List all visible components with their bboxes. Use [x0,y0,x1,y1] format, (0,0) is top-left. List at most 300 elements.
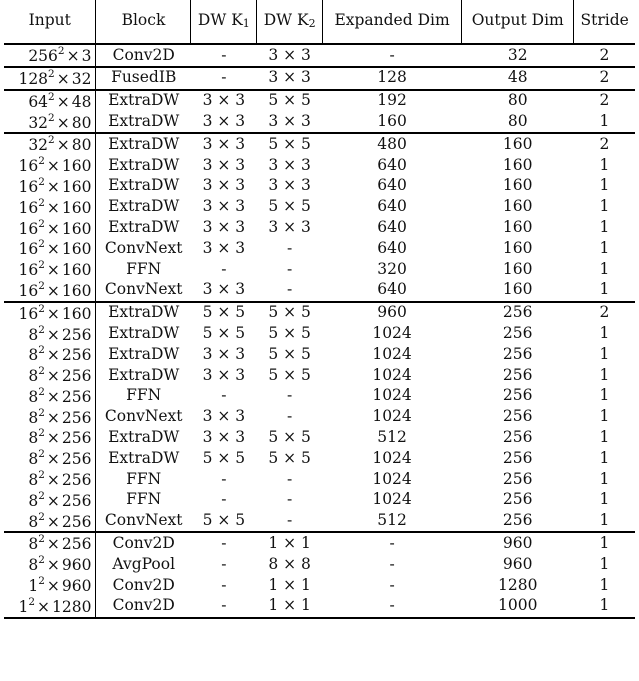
input-cell [4,217,96,238]
times-symbol: × [46,261,60,280]
block-cell: Conv2D [96,532,191,554]
block-cell: Conv2D [112,575,175,594]
times-symbol: × [46,512,60,531]
input-resolution-exponent: 2 [38,279,45,292]
input-cell [4,238,96,259]
dw-k2-cell: 8 × 8 [268,554,311,573]
input-channels: 1280 [52,597,92,616]
expanded-dim-cell: - [389,596,395,615]
dw-k2-cell: - [287,386,293,405]
input-cell [4,155,96,176]
times-symbol: × [56,113,70,132]
block-cell: ConvNext [104,238,183,257]
block-cell: ExtraDW [108,324,180,342]
input-resolution-exponent: 2 [48,134,55,147]
table-row [4,490,635,511]
output-dim-cell: 256 [502,448,533,467]
block-cell: ExtraDW [96,90,191,112]
times-symbol: × [46,325,60,344]
input-resolution-exponent: 2 [38,406,45,419]
block-cell: ExtraDW [108,365,180,384]
header-block: Block [96,0,191,44]
header-row [4,0,635,44]
dw-k1-cell: - [221,596,227,615]
expanded-dim-cell: 192 [323,90,462,112]
table-row [4,596,635,618]
output-dim-cell: 160 [502,259,533,278]
output-dim-cell: 80 [507,112,528,131]
table-row [4,575,635,596]
block-cell: FFN [126,386,162,405]
stride-cell: 1 [599,155,610,174]
input-resolution: 16 [18,240,39,259]
input-resolution: 1 [28,577,39,596]
expanded-dim-cell: 1024 [372,469,412,488]
block-cell: ExtraDW [108,197,180,216]
expanded-dim-cell: 512 [377,511,407,530]
output-dim-cell: 256 [462,302,574,324]
input-channels: 256 [61,408,92,427]
expanded-dim-cell: 640 [377,280,407,299]
input-channels: 160 [61,177,92,196]
input-resolution-exponent: 2 [48,90,55,103]
stride-cell: 1 [599,218,610,237]
dw-k1-cell: - [221,469,227,488]
dw-k2-cell: 5 × 5 [268,344,311,363]
dw-k2-cell: 5 × 5 [268,365,311,384]
dw-k1-cell: 3 × 3 [202,155,246,174]
expanded-dim-cell: 640 [377,197,407,216]
header-dw-k2-subscript: 2 [308,17,316,30]
input-cell [4,575,96,596]
dw-k2-cell: 1 × 1 [268,596,311,615]
input-channels: 160 [61,281,92,300]
input-cell [4,427,96,448]
input-cell [4,176,96,197]
dw-k2-cell: - [287,469,293,488]
input-resolution: 8 [28,367,39,386]
input-cell [4,90,96,112]
input-channels: 256 [61,367,92,386]
block-cell: Conv2D [112,596,175,615]
block-cell: FFN [126,469,162,488]
dw-k2-cell: 5 × 5 [268,427,311,446]
dw-k2-cell: 3 × 3 [268,112,311,131]
header-expanded-dim: Expanded Dim [323,0,462,44]
stride-cell: 1 [599,280,610,299]
input-cell [4,197,96,218]
block-cell: ExtraDW [108,344,180,363]
output-dim-cell: 256 [502,324,533,342]
block-cell: ExtraDW [108,448,180,467]
stride-cell: 1 [599,324,610,342]
stride-cell: 2 [574,67,635,90]
table-footer [4,618,635,625]
dw-k1-cell: 5 × 5 [202,511,246,530]
input-channels: 256 [61,535,92,554]
times-symbol: × [46,387,60,406]
input-channels: 160 [61,198,92,217]
output-dim-cell: 256 [502,427,533,446]
dw-k1-cell: 3 × 3 [202,218,246,237]
stride-cell: 1 [599,238,610,257]
output-dim-cell: 256 [502,490,533,509]
dw-k2-cell: - [287,238,293,257]
header-stride: Stride [580,11,629,30]
dw-k1-cell: 5 × 5 [191,302,257,324]
input-channels: 256 [61,471,92,490]
block-cell: Conv2D [112,45,175,64]
output-dim-cell: 256 [502,365,533,384]
input-resolution: 16 [18,281,39,300]
input-cell [4,554,96,575]
input-resolution: 64 [28,92,49,111]
output-dim-cell: 160 [502,218,533,237]
input-cell [4,365,96,386]
times-symbol: × [66,47,80,66]
times-symbol: × [56,69,70,88]
dw-k1-cell: - [221,386,227,405]
input-resolution-exponent: 2 [28,595,36,608]
table-row [4,302,635,324]
expanded-dim-cell: 128 [323,67,462,90]
table-body [4,44,635,618]
input-cell [4,448,96,469]
header-dw-k2-label: DW K [263,11,309,29]
input-channels: 32 [71,69,92,88]
stride-cell: 1 [599,197,610,216]
table-row [4,259,635,280]
stride-cell: 1 [599,386,610,405]
input-channels: 160 [61,157,92,176]
dw-k1-cell: 3 × 3 [202,197,246,216]
input-channels: 160 [61,261,92,280]
expanded-dim-cell: 640 [377,218,407,237]
input-resolution-exponent: 2 [38,448,45,461]
expanded-dim-cell: - [389,575,395,594]
times-symbol: × [46,346,60,365]
times-symbol: × [46,471,60,490]
dw-k1-cell: 3 × 3 [202,344,246,363]
output-dim-cell: 160 [502,280,533,299]
times-symbol: × [46,219,60,238]
expanded-dim-cell: 1024 [372,324,412,342]
dw-k2-cell: 3 × 3 [257,67,323,90]
table-row [4,217,635,238]
input-cell [4,323,96,344]
output-dim-cell: 256 [502,386,533,405]
input-resolution: 16 [18,177,39,196]
times-symbol: × [46,198,60,217]
expanded-dim-cell: - [323,532,462,554]
table-row [4,90,635,112]
output-dim-cell: 256 [502,344,533,363]
stride-cell: 2 [574,90,635,112]
input-resolution-exponent: 2 [38,469,45,482]
input-channels: 256 [61,512,92,531]
expanded-dim-cell: 1024 [372,407,412,426]
block-cell: ExtraDW [96,302,191,324]
input-resolution: 32 [28,136,49,155]
input-resolution: 8 [28,535,39,554]
table-row [4,554,635,575]
input-resolution-exponent: 2 [38,217,45,230]
input-resolution-exponent: 2 [38,175,45,188]
input-channels: 960 [61,577,92,596]
output-dim-cell: 160 [502,238,533,257]
bottom-rule [4,618,635,625]
dw-k1-cell: 5 × 5 [202,448,246,467]
header-dw-k2 [257,0,323,44]
table-row [4,427,635,448]
dw-k2-cell: - [287,280,293,299]
dw-k1-cell: 3 × 3 [202,407,246,426]
input-resolution-exponent: 2 [38,489,45,502]
block-cell: ConvNext [104,407,183,426]
block-cell: AvgPool [112,554,176,573]
dw-k1-cell: 3 × 3 [191,133,257,155]
times-symbol: × [37,597,51,616]
times-symbol: × [46,240,60,259]
input-resolution: 16 [18,261,39,280]
input-resolution-exponent: 2 [38,323,45,336]
input-resolution: 32 [28,113,49,132]
input-resolution: 8 [28,556,39,575]
output-dim-cell: 32 [507,45,528,64]
dw-k2-cell: - [287,259,293,278]
block-cell: FFN [126,490,162,509]
input-resolution: 16 [18,219,39,238]
table-row [4,365,635,386]
table-row [4,469,635,490]
input-resolution: 16 [18,198,39,217]
input-channels: 256 [61,450,92,469]
header-dw-k1-label: DW K [197,11,243,29]
dw-k2-cell: 3 × 3 [268,155,311,174]
table-row [4,448,635,469]
times-symbol: × [46,450,60,469]
input-resolution: 8 [28,325,39,344]
output-dim-cell: 48 [462,67,574,90]
block-cell: FusedIB [96,67,191,90]
input-resolution-exponent: 2 [48,111,55,124]
input-channels: 256 [61,346,92,365]
input-cell [4,44,96,67]
stride-cell: 1 [599,365,610,384]
times-symbol: × [46,177,60,196]
stride-cell: 2 [599,45,610,64]
input-cell [4,344,96,365]
table-row [4,133,635,155]
input-channels: 3 [81,47,92,66]
stride-cell: 1 [599,554,610,573]
input-channels: 80 [71,136,92,155]
input-channels: 256 [61,325,92,344]
stride-cell: 2 [574,133,635,155]
input-cell [4,469,96,490]
output-dim-cell: 1000 [498,596,538,615]
input-resolution-exponent: 2 [38,510,45,523]
input-resolution-exponent: 2 [38,259,45,272]
times-symbol: × [46,491,60,510]
dw-k2-cell: 5 × 5 [257,133,323,155]
stride-cell: 1 [599,490,610,509]
dw-k1-cell: 3 × 3 [202,280,246,299]
input-resolution-exponent: 2 [57,45,65,58]
input-resolution: 256 [28,47,58,66]
input-resolution: 1 [18,597,29,616]
input-channels: 48 [71,92,92,111]
dw-k1-cell: 3 × 3 [202,365,246,384]
times-symbol: × [46,429,60,448]
stride-cell: 1 [599,407,610,426]
dw-k1-cell: - [191,532,257,554]
input-cell [4,386,96,407]
expanded-dim-cell: 512 [377,427,407,446]
architecture-table [4,0,635,625]
table-row [4,197,635,218]
input-channels: 256 [61,387,92,406]
input-channels: 256 [61,429,92,448]
dw-k2-cell: - [287,407,293,426]
input-resolution: 128 [18,69,49,88]
block-cell: ExtraDW [108,155,180,174]
output-dim-cell: 80 [462,90,574,112]
table-row [4,155,635,176]
input-channels: 160 [61,304,92,323]
dw-k2-cell: 5 × 5 [268,324,311,342]
stride-cell: 1 [599,469,610,488]
input-resolution-exponent: 2 [38,365,45,378]
table-row [4,323,635,344]
input-resolution-exponent: 2 [38,385,45,398]
input-resolution: 8 [28,408,39,427]
input-channels: 960 [61,556,92,575]
table-row [4,67,635,90]
output-dim-cell: 256 [502,511,533,530]
table-row [4,111,635,133]
input-cell [4,490,96,511]
stride-cell: 1 [599,112,610,131]
input-channels: 256 [61,491,92,510]
stride-cell: 1 [574,532,635,554]
table-row [4,344,635,365]
times-symbol: × [46,408,60,427]
input-resolution-exponent: 2 [38,554,45,567]
stride-cell: 2 [574,302,635,324]
output-dim-cell: 160 [502,197,533,216]
dw-k1-cell: - [221,45,227,64]
expanded-dim-cell: 640 [377,176,407,195]
output-dim-cell: 256 [502,407,533,426]
header-dw-k1 [191,0,257,44]
stride-cell: 1 [599,575,610,594]
table-row [4,176,635,197]
stride-cell: 1 [599,259,610,278]
times-symbol: × [56,92,70,111]
times-symbol: × [56,136,70,155]
dw-k2-cell: 5 × 5 [268,197,311,216]
input-resolution: 16 [18,304,39,323]
input-resolution-exponent: 2 [38,344,45,357]
dw-k1-cell: - [221,259,227,278]
times-symbol: × [46,304,60,323]
dw-k2-cell: 3 × 3 [268,176,311,195]
dw-k1-cell: 3 × 3 [191,90,257,112]
expanded-dim-cell: 1024 [372,448,412,467]
stride-cell: 1 [599,448,610,467]
input-channels: 160 [61,240,92,259]
expanded-dim-cell: 1024 [372,344,412,363]
table-row [4,386,635,407]
block-cell: ExtraDW [108,427,180,446]
header-dw-k1-subscript: 1 [242,17,250,30]
dw-k2-cell: 5 × 5 [257,90,323,112]
input-channels: 160 [61,219,92,238]
table-row [4,44,635,67]
table-row [4,532,635,554]
dw-k1-cell: 3 × 3 [202,112,246,131]
input-resolution: 8 [28,387,39,406]
dw-k1-cell: 3 × 3 [202,427,246,446]
input-cell [4,280,96,302]
stride-cell: 1 [599,176,610,195]
table-row [4,238,635,259]
dw-k1-cell: 5 × 5 [202,324,246,342]
dw-k1-cell: 3 × 3 [202,238,246,257]
dw-k2-cell: - [287,490,293,509]
stride-cell: 1 [599,511,610,530]
input-resolution-exponent: 2 [38,427,45,440]
expanded-dim-cell: 320 [377,259,407,278]
input-resolution-exponent: 2 [48,67,55,80]
times-symbol: × [46,577,60,596]
output-dim-cell: 160 [502,155,533,174]
stride-cell: 1 [599,344,610,363]
times-symbol: × [46,281,60,300]
output-dim-cell: 256 [502,469,533,488]
header-output-dim: Output Dim [462,0,574,44]
input-resolution: 8 [28,491,39,510]
input-resolution-exponent: 2 [38,575,45,588]
input-cell [4,67,96,90]
times-symbol: × [46,367,60,386]
input-cell [4,133,96,155]
dw-k1-cell: - [191,67,257,90]
times-symbol: × [46,556,60,575]
expanded-dim-cell: - [389,45,395,64]
output-dim-cell: 960 [462,532,574,554]
input-cell [4,511,96,533]
input-resolution-exponent: 2 [38,196,45,209]
table-header [4,0,635,44]
output-dim-cell: 160 [462,133,574,155]
expanded-dim-cell: 1024 [372,386,412,405]
output-dim-cell: 1280 [498,575,538,594]
times-symbol: × [46,535,60,554]
expanded-dim-cell: 640 [377,155,407,174]
block-cell: FFN [126,259,162,278]
input-cell [4,407,96,428]
dw-k2-cell: 1 × 1 [268,575,311,594]
header-input: Input [4,0,96,44]
input-resolution-exponent: 2 [38,238,45,251]
dw-k1-cell: - [221,490,227,509]
input-resolution: 8 [28,346,39,365]
dw-k2-cell: 1 × 1 [257,532,323,554]
stride-cell: 1 [599,427,610,446]
dw-k2-cell: 5 × 5 [257,302,323,324]
